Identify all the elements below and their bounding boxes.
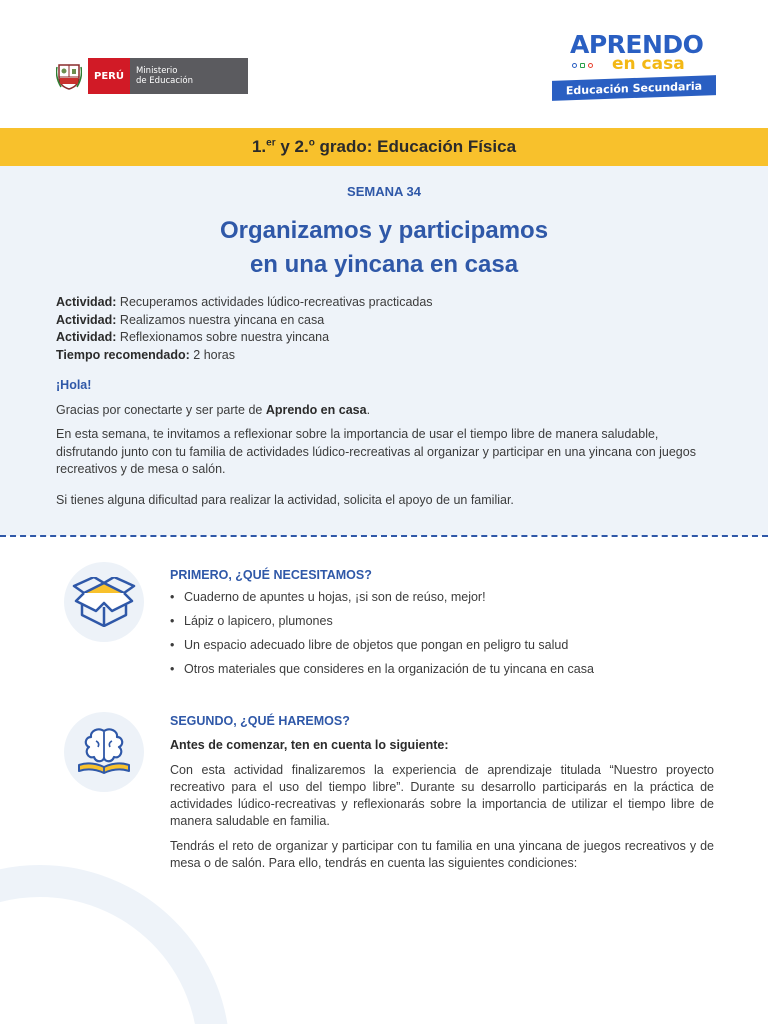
brand-ribbon: Educación Secundaria xyxy=(552,75,716,101)
intro-paragraph: En esta semana, te invitamos a reflexionar sobre la importancia de usar el tiempo libre de manera saludable, disfrutando junto con tu familia de actividades lúdico-recreativas al organizar y participar en una yincana con juegos recreativos y de mesa o salón. xyxy=(56,427,696,476)
challenge-paragraph: Tendrás el reto de organizar y participar con tu familia en una yincana de juegos recreativos y de mesa o de salón. Para ello, tendrás en cuenta las siguientes condiciones: xyxy=(170,839,714,870)
activity-line: Actividad: Realizamos nuestra yincana en casa xyxy=(56,312,325,327)
thanks-paragraph: Gracias por conectarte y ser parte de Aprendo en casa. xyxy=(56,403,371,417)
activity-line: Actividad: Reflexionamos sobre nuestra yincana xyxy=(56,330,330,344)
brand-title: APRENDO xyxy=(570,30,704,59)
brand-shapes-icon xyxy=(572,63,593,68)
gov-ministry-line1: Ministerio xyxy=(135,66,178,76)
grade-banner xyxy=(0,128,768,166)
page-header xyxy=(0,0,768,128)
list-item: • Un espacio adecuado libre de objetos que pongan en peligro tu salud xyxy=(170,638,569,652)
aprendo-en-casa-logo xyxy=(552,30,722,102)
decorative-arc xyxy=(0,865,230,1024)
grade-title: 1.$^{er}$ y 2.$^o$ grado: Educación Física xyxy=(251,137,517,156)
recommended-time-line: Tiempo recomendado: 2 horas xyxy=(56,347,235,362)
project-paragraph: Con esta actividad finalizaremos la experiencia de aprendizaje titulada “Nuestro proyecto recreativo para el uso del tiempo libre”. Durante su desarrollo participarás en la práctica de actividades lúdico-recreativas y reflexionarás sobre la importancia de utilizar el tiempo libre de manera saludable en familia. xyxy=(170,763,714,828)
ministry-logo xyxy=(54,58,248,94)
greeting: ¡Hola! xyxy=(56,378,92,392)
section-title-what-we-do: SEGUNDO, ¿QUÉ HAREMOS? xyxy=(170,714,350,728)
help-paragraph: Si tienes alguna dificultad para realizar la actividad, solicita el apoyo de un familiar. xyxy=(56,493,514,507)
gov-country-label: PERÚ xyxy=(88,58,130,94)
gov-ministry-line2: de Educación xyxy=(135,76,193,86)
section-divider xyxy=(0,535,768,537)
brain-book-icon xyxy=(64,712,144,792)
list-item: • Lápiz o lapicero, plumones xyxy=(170,614,333,628)
materials-list xyxy=(170,590,594,686)
list-item: • Otros materiales que consideres en la organización de tu yincana en casa xyxy=(170,662,594,676)
activity-line: Actividad: Recuperamos actividades lúdico-recreativas practicadas xyxy=(56,295,433,309)
activity-list xyxy=(56,294,433,364)
section-lead: Antes de comenzar, ten en cuenta lo siguiente: xyxy=(170,738,449,752)
intro-panel xyxy=(0,166,768,536)
section-title-needs: PRIMERO, ¿QUÉ NECESITAMOS? xyxy=(170,568,372,582)
brand-subtitle: en casa xyxy=(612,54,685,74)
gov-ministry-label xyxy=(130,58,248,94)
list-item: • Cuaderno de apuntes u hojas, ¡si son de reúso, mejor! xyxy=(170,590,486,604)
week-label: SEMANA 34 xyxy=(347,184,421,199)
page-title: Organizamos y participamos en una yincana en casa xyxy=(219,217,549,278)
open-box-icon xyxy=(64,562,144,642)
peru-shield-icon xyxy=(54,58,84,94)
